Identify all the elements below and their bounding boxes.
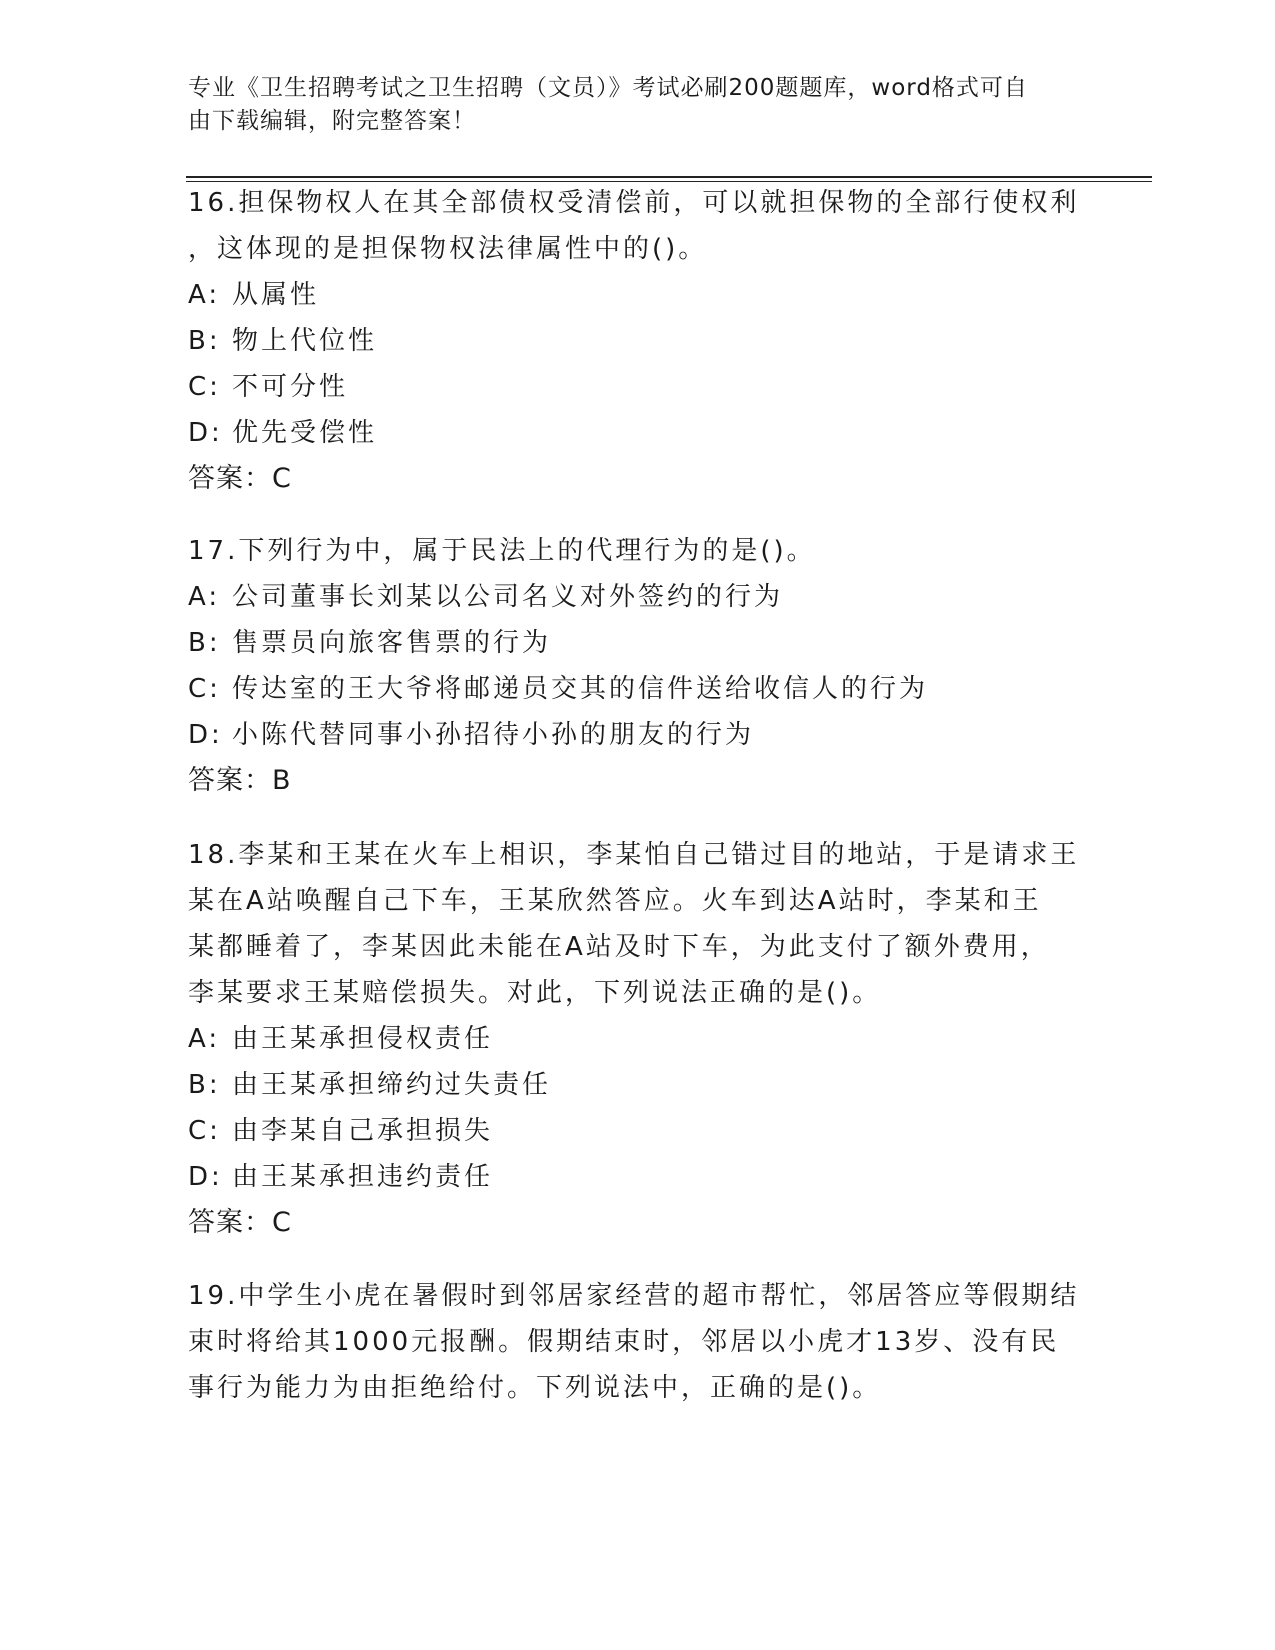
question-stem-line: 某在A站唤醒自己下车，王某欣然答应。火车到达A站时，李某和王 <box>188 886 1042 916</box>
option-letter: A: <box>188 1024 221 1054</box>
question-stem-line: 19.中学生小虎在暑假时到邻居家经营的超市帮忙，邻居答应等假期结 <box>188 1281 1080 1311</box>
option-letter: C: <box>188 674 221 704</box>
header-line-1: 专业《卫生招聘考试之卫生招聘（文员）》考试必刷200题题库，word格式可自 <box>188 75 1028 101</box>
option-d <box>188 1154 1088 1200</box>
option-letter: B: <box>188 628 221 658</box>
option-text: 优先受偿性 <box>232 418 378 448</box>
option-d <box>188 712 1088 758</box>
option-c <box>188 364 1088 410</box>
option-text: 传达室的王大爷将邮递员交其的信件送给收信人的行为 <box>232 674 929 704</box>
option-text: 物上代位性 <box>232 326 378 356</box>
option-b <box>188 318 1088 364</box>
answer-line: 答案：C <box>188 1207 292 1238</box>
question-stem-line: 17.下列行为中，属于民法上的代理行为的是()。 <box>188 536 816 566</box>
option-letter: D: <box>188 418 223 448</box>
option-a <box>188 272 1088 318</box>
option-c <box>188 1108 1088 1154</box>
option-letter: D: <box>188 1162 223 1192</box>
option-text: 由李某自己承担损失 <box>232 1116 494 1146</box>
option-text: 公司董事长刘某以公司名义对外签约的行为 <box>232 582 784 612</box>
option-letter: B: <box>188 326 221 356</box>
question-stem-line: 束时将给其1000元报酬。假期结束时，邻居以小虎才13岁、没有民 <box>188 1327 1060 1357</box>
document-header <box>188 72 1068 138</box>
option-letter: B: <box>188 1070 221 1100</box>
question-stem-line: 事行为能力为由拒绝给付。下列说法中，正确的是()。 <box>188 1373 882 1403</box>
question-16 <box>188 180 1088 502</box>
question-19 <box>188 1273 1088 1411</box>
option-text: 由王某承担违约责任 <box>232 1162 494 1192</box>
option-letter: A: <box>188 582 221 612</box>
option-letter: C: <box>188 1116 221 1146</box>
answer-line: 答案：C <box>188 463 292 494</box>
question-stem-line: 18.李某和王某在火车上相识，李某怕自己错过目的地站，于是请求王 <box>188 840 1080 870</box>
option-c <box>188 666 1088 712</box>
option-letter: D: <box>188 720 223 750</box>
option-b <box>188 1062 1088 1108</box>
question-stem-line: ，这体现的是担保物权法律属性中的()。 <box>188 234 708 264</box>
question-18 <box>188 832 1088 1246</box>
option-text: 不可分性 <box>232 372 349 402</box>
option-text: 由王某承担缔约过失责任 <box>232 1070 552 1100</box>
option-letter: A: <box>188 280 221 310</box>
option-text: 小陈代替同事小孙招待小孙的朋友的行为 <box>232 720 755 750</box>
option-text: 售票员向旅客售票的行为 <box>232 628 552 658</box>
option-a <box>188 574 1088 620</box>
question-stem-line: 16.担保物权人在其全部债权受清偿前，可以就担保物的全部行使权利 <box>188 188 1080 218</box>
question-stem-line: 某都睡着了，李某因此未能在A站及时下车，为此支付了额外费用， <box>188 932 1050 962</box>
header-line-2: 由下载编辑，附完整答案！ <box>188 108 476 134</box>
option-letter: C: <box>188 372 221 402</box>
option-text: 由王某承担侵权责任 <box>232 1024 494 1054</box>
option-a <box>188 1016 1088 1062</box>
option-b <box>188 620 1088 666</box>
question-17 <box>188 528 1088 804</box>
question-stem-line: 李某要求王某赔偿损失。对此，下列说法正确的是()。 <box>188 978 882 1008</box>
option-text: 从属性 <box>232 280 320 310</box>
answer-line: 答案：B <box>188 765 292 796</box>
option-d <box>188 410 1088 456</box>
